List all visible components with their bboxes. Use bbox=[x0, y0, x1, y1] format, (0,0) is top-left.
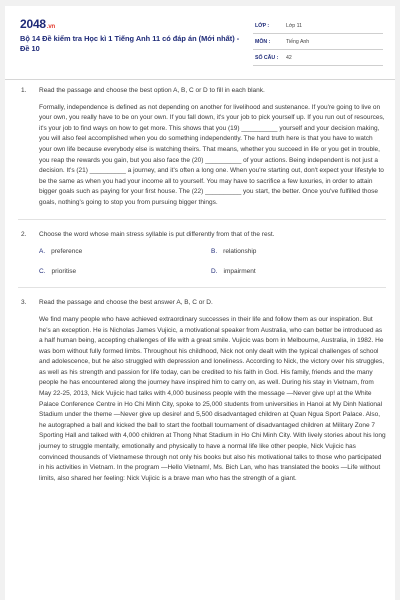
option-text: relationship bbox=[223, 248, 257, 256]
meta-key: SỐ CÂU : bbox=[255, 55, 279, 61]
question-number: 3. bbox=[21, 299, 27, 307]
option-b[interactable] bbox=[211, 247, 383, 258]
question-2 bbox=[18, 230, 386, 278]
option-letter: D. bbox=[211, 267, 218, 275]
question-number: 2. bbox=[21, 230, 27, 238]
meta-row-subject bbox=[253, 34, 383, 50]
meta-value: 42 bbox=[286, 55, 292, 61]
question-prompt: Choose the word whose main stress syllable is put differently from that of the rest. bbox=[39, 230, 275, 238]
page-title: Bộ 14 Đề kiểm tra Học kì 1 Tiếng Anh 11 có đáp án (Mới nhất) - Đề 10 bbox=[20, 34, 240, 53]
question-divider bbox=[18, 219, 386, 220]
option-text: prioritise bbox=[51, 267, 77, 275]
meta-key: MÔN : bbox=[255, 39, 271, 45]
option-letter: C. bbox=[39, 267, 46, 275]
meta-key: LỚP : bbox=[255, 23, 270, 29]
question-1 bbox=[18, 86, 386, 209]
logo-suffix: .vn bbox=[46, 24, 55, 30]
reading-passage bbox=[39, 103, 386, 209]
header-divider bbox=[5, 79, 395, 80]
passage-text: Formally, independence is defined as not depending on another for livelihood and sustenance. If you're going to live on your own, you really have to be on your own. If you fall down, it's your job to pick yourself up. If you run out of resources, it's your job to find ways on how to get more. This shows that you (19) __________ yourself and your decision making, you will also feel accomplished when you do something independently. The hard truth here is that you have to watch your own life because everybody else is watching theirs. That means, whether you succeed in life or you get in trouble, you reap the rewards you gain, but you also face the (20) __________ of your actions. Being independent is not just a decision. It's (21) __________ a journey, and it's often a long one. When you're starting out, don't expect your lifestyle to be the same as when you had your income all to yourself. You may have to sacrifice a few luxuries, in order to attain bigger goals such as paying for your first house. The (22) __________ you start, the better. Once you've fulfilled those goals, nothing's going to stop you from pursuing bigger things. bbox=[39, 103, 385, 206]
site-logo[interactable] bbox=[20, 17, 55, 31]
document-header bbox=[5, 6, 395, 68]
option-d[interactable] bbox=[211, 267, 383, 278]
meta-value: Lớp 11 bbox=[286, 23, 302, 29]
question-divider bbox=[18, 287, 386, 288]
option-text: impairment bbox=[223, 267, 256, 275]
logo-main: 2048 bbox=[20, 17, 46, 31]
document-page bbox=[5, 6, 395, 600]
option-letter: A. bbox=[39, 248, 46, 256]
answer-options bbox=[39, 247, 386, 277]
meta-row-class bbox=[253, 18, 383, 34]
option-text: preference bbox=[51, 248, 83, 256]
question-3 bbox=[18, 298, 386, 484]
option-letter: B. bbox=[211, 248, 218, 256]
reading-passage bbox=[39, 315, 386, 485]
question-prompt: Read the passage and choose the best option A, B, C or D to fill in each blank. bbox=[39, 87, 265, 94]
question-prompt: Read the passage and choose the best answer A, B, C or D. bbox=[39, 299, 213, 307]
questions-list bbox=[18, 86, 386, 484]
meta-table bbox=[253, 18, 383, 66]
option-a[interactable] bbox=[39, 247, 211, 258]
question-number: 1. bbox=[21, 87, 27, 94]
meta-row-question-count bbox=[253, 50, 383, 66]
option-c[interactable] bbox=[39, 267, 211, 278]
passage-text: We find many people who have achieved extraordinary successes in their life and follow them as our inspiration. But he's an exception. He is Nicholas James Vujicic, a motivational speaker from Australia, who can better be introduced as a half human being, accepting challenges of life with a great smile. Vujicic was born in Melbourne, Australia, in 1982. He was born without fully formed limbs. Throughout his childhood, Nick not only dealt with the typical challenges of school and adolescence, but he also struggled with depression and loneliness. According to Nick, the victory over his struggles, as well as his strength and passion for life today, can be credited to his faith in God. His family, friends and the many people he has encountered along the journey have inspired him to carry on, as well. During his stay in Vietnam, from May 22-25, 2013, Nick Vujicic had talks with 4,000 business people with the message —Never give up! at the White Palace Conference Centre in Ho Chi Minh City, spoke to 25,000 students from universities in Hanoi at My Dinh National Stadium under the theme —Never give up desire! and 5,500 disadvantaged children at Quan Ngua Sport Palace. Also, he autographed a ball and kicked the ball to start the football tournament of disadvantaged children at Military Zone 7 Sporting Hall and talked with 4,000 children at Thong Nhat Stadium in Ho Chi Minh City. With lively stories about his long journey to struggle mentally, emotionally and physically to have a normal life like other people, Nick Vujicic has convinced thousands of Vietnamese through not only his books but also his motivational talks to those who participated in his activities in Vietnam. In the program —Hello Vietnam!, Ms. Bich Lan, who has translated the books —Life without limits, also shared her feeling: Nick Vujicic is a brave man who has the strength of a giant. bbox=[39, 315, 386, 482]
meta-value: Tiếng Anh bbox=[286, 39, 310, 45]
